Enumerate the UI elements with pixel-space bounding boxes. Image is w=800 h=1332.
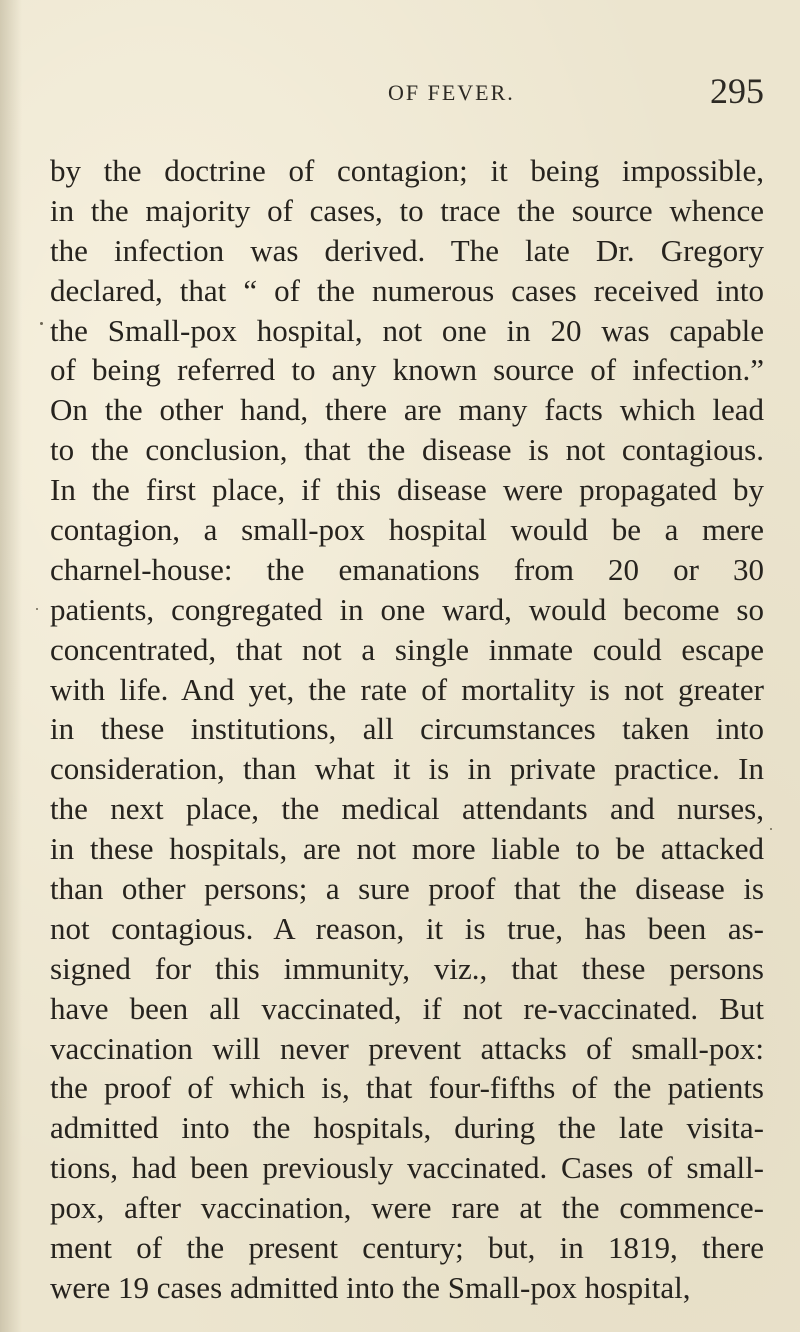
paper-speck (40, 322, 43, 325)
paper-speck (770, 828, 772, 830)
text-line: with life. And yet, the rate of mortality is not greater (50, 671, 764, 707)
text-line: vaccination will never prevent attacks of small-pox: (50, 1030, 764, 1066)
text-line: the next place, the medical attendants and nurses, (50, 791, 764, 827)
text-line: in these institutions, all circumstances taken into (50, 711, 764, 747)
text-line: On the other hand, there are many facts which lead (50, 392, 764, 428)
text-line: the proof of which is, that four-fifths of the patients (50, 1070, 764, 1106)
paper-speck (36, 608, 38, 610)
text-line: admitted into the hospitals, during the late visita- (50, 1110, 764, 1146)
text-line: in the majority of cases, to trace the source whence (50, 192, 764, 228)
running-title: OF FEVER. (388, 80, 515, 105)
text-line: charnel-house: the emanations from 20 or 30 (50, 551, 764, 587)
text-line: of being referred to any known source of infection.” (50, 352, 764, 388)
text-line: declared, that “ of the numerous cases received into (50, 272, 764, 308)
running-head (0, 60, 800, 110)
page-gutter-shadow (0, 0, 22, 1332)
text-line: by the doctrine of contagion; it being impossible, (50, 153, 764, 188)
text-line: to the conclusion, that the disease is not contagious. (50, 432, 764, 468)
text-line: contagion, a small-pox hospital would be a mere (50, 512, 764, 548)
body-text (50, 151, 764, 1308)
text-line: the infection was derived. The late Dr. Gregory (50, 232, 764, 268)
text-line: consideration, than what it is in private practice. In (50, 751, 764, 787)
text-line: concentrated, that not a single inmate could escape (50, 631, 764, 667)
text-line: tions, had been previously vaccinated. Cases of small- (50, 1150, 764, 1186)
text-line: in these hospitals, are not more liable to be attacked (50, 831, 764, 867)
text-line: have been all vaccinated, if not re-vaccinated. But (50, 990, 764, 1026)
text-line: than other persons; a sure proof that the disease is (50, 871, 764, 907)
text-line: the Small-pox hospital, not one in 20 was capable (50, 312, 764, 348)
text-line: In the first place, if this disease were propagated by (50, 472, 764, 508)
text-line: were 19 cases admitted into the Small-pox hospital, (50, 1269, 691, 1305)
text-line: patients, congregated in one ward, would become so (50, 591, 764, 627)
text-line: signed for this immunity, viz., that these persons (50, 950, 764, 986)
text-line: ment of the present century; but, in 1819, there (50, 1230, 764, 1266)
text-line: not contagious. A reason, it is true, has been as- (50, 910, 764, 946)
page-number: 295 (710, 71, 764, 111)
text-line: pox, after vaccination, were rare at the commence- (50, 1190, 764, 1226)
